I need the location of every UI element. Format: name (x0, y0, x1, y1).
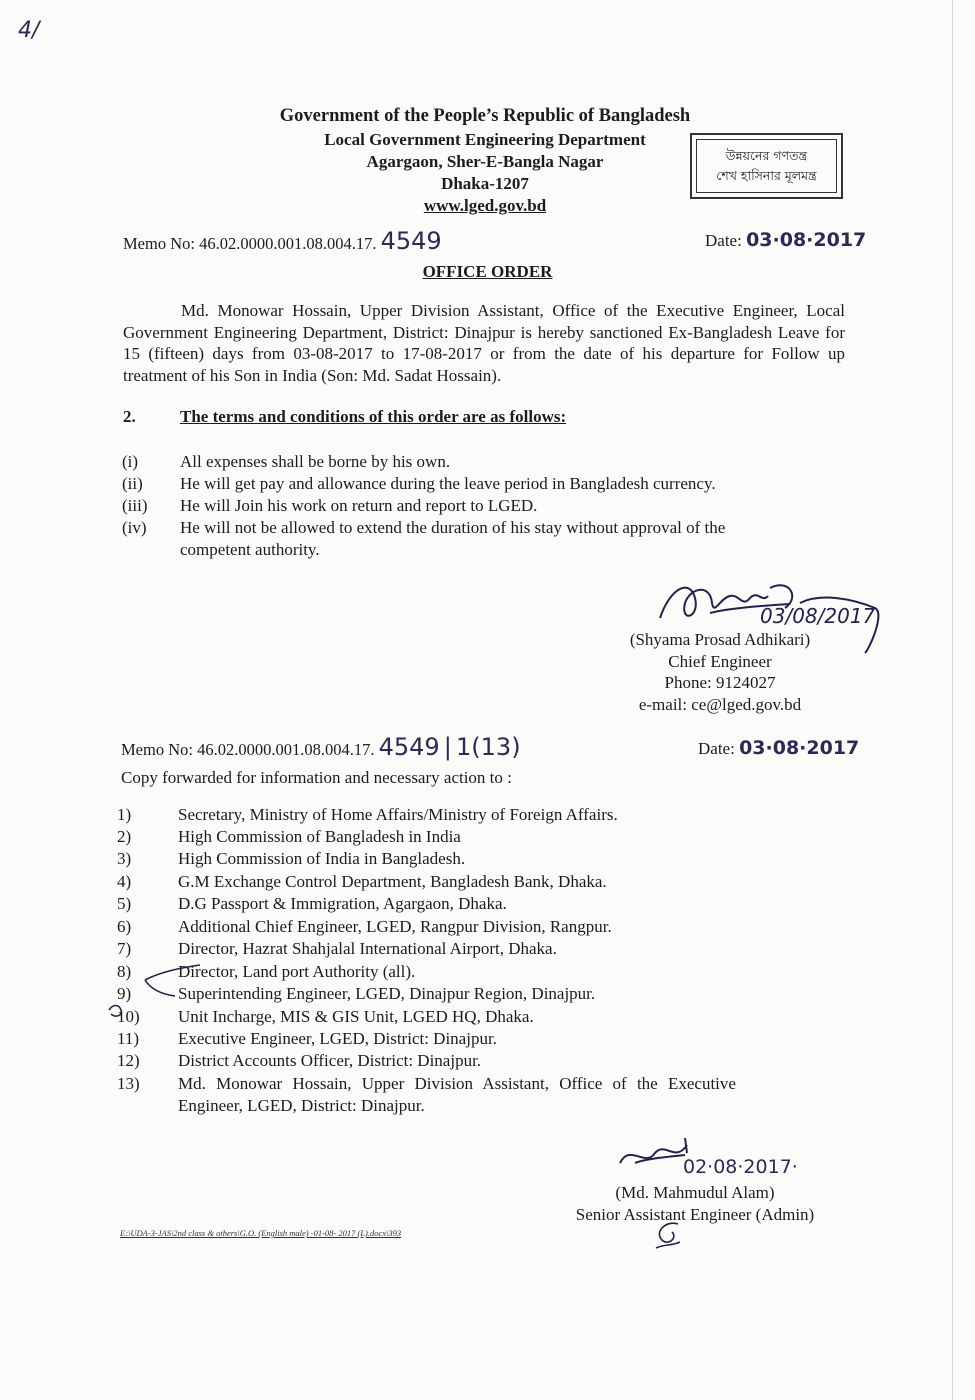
item-number: 10) (117, 1007, 140, 1026)
item-text: Director, Hazrat Shahjalal International Airport, Dhaka. (178, 939, 557, 958)
list-item (117, 804, 837, 826)
section-heading: The terms and conditions of this order are as follows: (180, 407, 567, 426)
signatory-phone: Phone: 9124027 (664, 673, 776, 692)
list-item (122, 495, 842, 517)
conditions-list (122, 451, 842, 561)
list-item (122, 451, 842, 473)
signatory-title: Senior Assistant Engineer (Admin) (575, 1204, 815, 1224)
list-item (122, 517, 842, 561)
item-text: He will get pay and allowance during the leave period in Bangladesh currency. (180, 474, 716, 493)
memo-separator-icon: | (443, 733, 452, 761)
list-item (117, 961, 837, 983)
item-text: Md. Monowar Hossain, Upper Division Assistant, Office of the Executive (178, 1074, 736, 1093)
list-item (117, 916, 837, 938)
item-text: High Commission of India in Bangladesh. (178, 849, 466, 868)
signatory-name: (Md. Mahmudul Alam) (615, 1183, 775, 1202)
list-item (117, 938, 837, 960)
list-item (117, 1073, 837, 1117)
item-text: District Accounts Officer, District: Dinajpur. (178, 1051, 482, 1070)
date-label: Date: (705, 231, 742, 250)
item-number: 3) (117, 849, 132, 868)
item-text: High Commission of Bangladesh in India (178, 827, 461, 846)
item-text: Unit Incharge, MIS & GIS Unit, LGED HQ, Dhaka. (178, 1007, 534, 1026)
item-number: 2) (117, 827, 132, 846)
item-number: 11) (117, 1029, 140, 1048)
signatory-name: (Shyama Prosad Adhikari) (629, 630, 811, 649)
header-address: Agargaon, Sher-E-Bangla Nagar (366, 152, 604, 171)
item-text: He will Join his work on return and report to LGED. (180, 496, 538, 515)
list-item (117, 871, 837, 893)
item-number: 1) (117, 805, 132, 824)
memo-prefix: Memo No: 46.02.0000.001.08.004.17. (121, 740, 375, 759)
list-item (117, 1028, 837, 1050)
item-number: (iii) (122, 496, 148, 515)
stamp-line-1: উন্নয়নের গণতন্ত্র (725, 148, 808, 163)
memo-prefix: Memo No: 46.02.0000.001.08.004.17. (123, 234, 377, 253)
item-text-continued: competent authority. (180, 540, 320, 559)
body-paragraph: Md. Monowar Hossain, Upper Division Assistant, Office of the Executive Engineer, Local Government Engineering Department, District: Dinajpur is hereby sanctioned Ex-Bangladesh Leave for 15 (fifteen) days from 03-08-2017 to 17-08-2017 or from the date of his departure for Follow up treatment of his Son in India (Son: Md. Sadat Hossain). (123, 301, 845, 385)
item-text: Secretary, Ministry of Home Affairs/Ministry of Foreign Affairs. (178, 805, 618, 824)
signature-date: 02·08·2017· (683, 1156, 798, 1178)
motto-stamp (690, 133, 843, 199)
memo-handwritten-number: 4549 (380, 227, 442, 255)
list-item (117, 826, 837, 848)
list-item (122, 473, 842, 495)
handwritten-check-mark (105, 960, 205, 1020)
signatory-1-block (600, 629, 840, 715)
margin-note: 4/ (18, 18, 40, 43)
list-item (117, 1050, 837, 1072)
header-department: Local Government Engineering Department (324, 130, 646, 149)
item-number: 13) (117, 1074, 140, 1093)
item-number: (i) (122, 452, 139, 471)
item-number: 6) (117, 917, 132, 936)
item-text: All expenses shall be borne by his own. (180, 452, 451, 471)
item-number: 7) (117, 939, 132, 958)
copy-intro: Copy forwarded for information and necessary action to : (121, 768, 512, 787)
item-number: 9) (117, 984, 132, 1003)
section-number: 2. (123, 407, 136, 426)
page-edge (952, 0, 953, 1400)
list-item (117, 848, 837, 870)
header-government: Government of the People’s Republic of Bangladesh (279, 106, 691, 126)
recipients-list (117, 804, 837, 1114)
memo-number-1 (123, 227, 442, 255)
item-number: 4) (117, 872, 132, 891)
memo-date-1 (705, 229, 866, 251)
memo-handwritten-suffix: 1(13) (456, 733, 521, 761)
item-number: 8) (117, 962, 132, 981)
date-label: Date: (698, 739, 735, 758)
handwritten-date: 03·08·2017 (739, 737, 860, 759)
item-number: 12) (117, 1051, 140, 1070)
item-text: D.G Passport & Immigration, Agargaon, Dhaka. (178, 894, 507, 913)
memo-date-2 (698, 737, 859, 759)
item-text: Executive Engineer, LGED, District: Dinajpur. (178, 1029, 497, 1048)
list-item (117, 893, 837, 915)
footer-file-path: E:\UDA-3-JAS\2nd class & others\G.O. (English male) -01-08- 2017 (L).docx\393 (120, 1228, 402, 1238)
item-number: (ii) (122, 474, 143, 493)
item-text: Superintending Engineer, LGED, Dinajpur Region, Dinajpur. (178, 984, 596, 1003)
item-text: Additional Chief Engineer, LGED, Rangpur Division, Rangpur. (178, 917, 612, 936)
memo-number-2 (121, 733, 521, 761)
item-number: 5) (117, 894, 132, 913)
order-title: OFFICE ORDER (422, 262, 553, 281)
handwritten-date: 03·08·2017 (746, 229, 867, 251)
item-number: (iv) (122, 518, 147, 537)
signature-date: 03/08/2017 (760, 604, 876, 628)
item-text-continued: Engineer, LGED, District: Dinajpur. (178, 1096, 425, 1115)
stamp-line-2: শেখ হাসিনার মূলমন্ত্র (716, 168, 817, 183)
signatory-2-block (555, 1182, 835, 1225)
memo-handwritten-number: 4549 (378, 733, 440, 761)
signatory-title: Chief Engineer (668, 651, 772, 671)
item-text: G.M Exchange Control Department, Bangladesh Bank, Dhaka. (178, 872, 607, 891)
list-item (117, 983, 837, 1005)
header-website[interactable]: www.lged.gov.bd (423, 196, 547, 215)
item-text: He will not be allowed to extend the duration of his stay without approval of the (180, 518, 726, 537)
item-text: Director, Land port Authority (all). (178, 962, 416, 981)
header-city: Dhaka-1207 (441, 174, 529, 193)
list-item (117, 1006, 837, 1028)
signatory-email[interactable]: e-mail: ce@lged.gov.bd (638, 694, 802, 714)
